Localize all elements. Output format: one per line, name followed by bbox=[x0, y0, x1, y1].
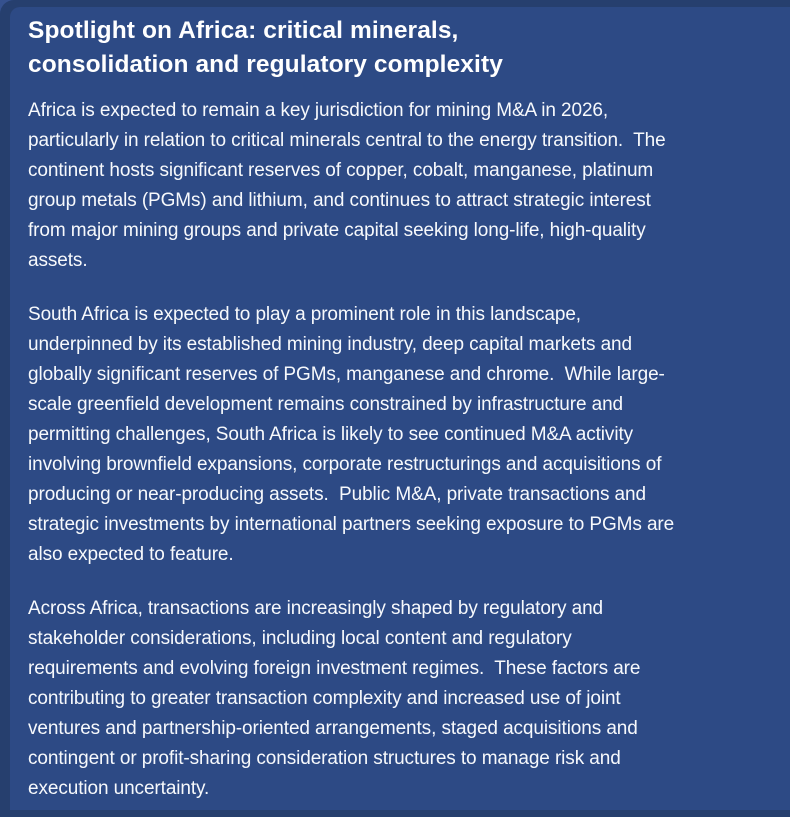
text-line: Africa is expected to remain a key jurisdiction for mining M&A in 2026, bbox=[28, 100, 609, 121]
paragraph-south-africa bbox=[28, 300, 782, 570]
page-title bbox=[28, 14, 782, 82]
text-line: from major mining groups and private capital seeking long-life, high-quality bbox=[28, 220, 646, 241]
text-line: ventures and partnership-oriented arrangements, staged acquisitions and bbox=[28, 718, 638, 739]
text-line: requirements and evolving foreign investment regimes. These factors are bbox=[28, 658, 641, 679]
paragraph-critical-minerals bbox=[28, 96, 782, 276]
text-line: South Africa is expected to play a prominent role in this landscape, bbox=[28, 304, 581, 325]
paragraph-regulatory bbox=[28, 594, 782, 804]
text-line: continent hosts significant reserves of copper, cobalt, manganese, platinum bbox=[28, 160, 654, 181]
text-line: group metals (PGMs) and lithium, and continues to attract strategic interest bbox=[28, 190, 651, 211]
text-line: underpinned by its established mining industry, deep capital markets and bbox=[28, 334, 632, 355]
text-line: permitting challenges, South Africa is likely to see continued M&A activity bbox=[28, 424, 634, 445]
text-line: stakeholder considerations, including local content and regulatory bbox=[28, 628, 572, 649]
article-panel bbox=[10, 7, 790, 810]
text-line: globally significant reserves of PGMs, manganese and chrome. While large- bbox=[28, 364, 665, 385]
text-line: contingent or profit-sharing consideration structures to manage risk and bbox=[28, 748, 621, 769]
text-line: scale greenfield development remains constrained by infrastructure and bbox=[28, 394, 623, 415]
text-line: producing or near-producing assets. Public M&A, private transactions and bbox=[28, 484, 646, 505]
text-line: strategic investments by international partners seeking exposure to PGMs are bbox=[28, 514, 675, 535]
text-line: involving brownfield expansions, corporate restructurings and acquisitions of bbox=[28, 454, 662, 475]
text-line: particularly in relation to critical minerals central to the energy transition. The bbox=[28, 130, 666, 151]
title-line: Spotlight on Africa: critical minerals, bbox=[28, 17, 459, 44]
text-line: assets. bbox=[28, 250, 88, 271]
text-line: execution uncertainty. bbox=[28, 778, 210, 799]
text-line: also expected to feature. bbox=[28, 544, 234, 565]
text-line: contributing to greater transaction complexity and increased use of joint bbox=[28, 688, 621, 709]
title-line: consolidation and regulatory complexity bbox=[28, 51, 503, 78]
text-line: Across Africa, transactions are increasingly shaped by regulatory and bbox=[28, 598, 604, 619]
